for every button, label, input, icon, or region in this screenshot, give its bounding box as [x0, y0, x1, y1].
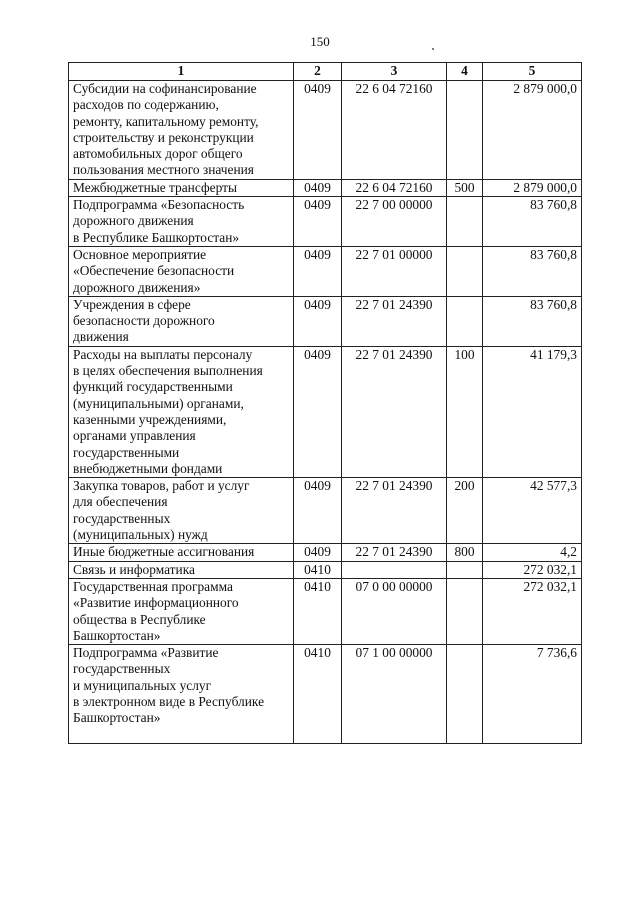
- row-section: 0409: [294, 296, 342, 346]
- row-expense-kind: 500: [447, 179, 483, 196]
- budget-table: [68, 62, 582, 744]
- table-row: [69, 561, 582, 578]
- row-amount: 4,2: [483, 544, 582, 561]
- row-expense-kind: [447, 645, 483, 744]
- table-row: [69, 645, 582, 744]
- header-col-1: 1: [69, 63, 294, 81]
- row-expense-kind: 200: [447, 478, 483, 544]
- row-amount: 2 879 000,0: [483, 81, 582, 180]
- row-code: 07 1 00 00000: [342, 645, 447, 744]
- row-section: 0409: [294, 246, 342, 296]
- page-number: 150: [310, 34, 330, 49]
- table-row: [69, 578, 582, 644]
- row-name: Учреждения в сфере безопасности дорожного движения: [69, 296, 294, 346]
- row-code: 22 7 01 24390: [342, 296, 447, 346]
- row-section: 0410: [294, 578, 342, 644]
- row-name: Основное мероприятие «Обеспечение безопасности дорожного движения»: [69, 246, 294, 296]
- scan-speck: [432, 48, 434, 50]
- row-amount: 83 760,8: [483, 246, 582, 296]
- row-code: 22 7 01 24390: [342, 346, 447, 477]
- row-amount: 42 577,3: [483, 478, 582, 544]
- table-header-row: [69, 63, 582, 81]
- table-row: [69, 296, 582, 346]
- row-name: Закупка товаров, работ и услуг для обеспечения государственных (муниципальных) нужд: [69, 478, 294, 544]
- row-section: 0410: [294, 645, 342, 744]
- row-code: 22 7 01 24390: [342, 478, 447, 544]
- row-section: 0409: [294, 346, 342, 477]
- row-name: Расходы на выплаты персоналу в целях обеспечения выполнения функций государственными (муниципальными) органами, казенными учреждениями, органами управления государственными внебюджетными фондами: [69, 346, 294, 477]
- header-col-5: 5: [483, 63, 582, 81]
- row-section: 0409: [294, 81, 342, 180]
- row-expense-kind: [447, 81, 483, 180]
- row-section: 0409: [294, 197, 342, 247]
- row-expense-kind: [447, 578, 483, 644]
- row-name: Государственная программа «Развитие информационного общества в Республике Башкортостан»: [69, 578, 294, 644]
- row-name: Субсидии на софинансирование расходов по содержанию, ремонту, капитальному ремонту, строительству и реконструкции автомобильных дорог общего пользования местного значения: [69, 81, 294, 180]
- table-row: [69, 246, 582, 296]
- row-code: 07 0 00 00000: [342, 578, 447, 644]
- row-amount: 2 879 000,0: [483, 179, 582, 196]
- row-section: 0410: [294, 561, 342, 578]
- table-row: [69, 179, 582, 196]
- table-row: [69, 346, 582, 477]
- row-expense-kind: 100: [447, 346, 483, 477]
- row-amount: 272 032,1: [483, 561, 582, 578]
- table-row: [69, 81, 582, 180]
- row-section: 0409: [294, 478, 342, 544]
- header-col-4: 4: [447, 63, 483, 81]
- row-expense-kind: [447, 561, 483, 578]
- row-expense-kind: [447, 246, 483, 296]
- row-expense-kind: [447, 296, 483, 346]
- row-amount: 7 736,6: [483, 645, 582, 744]
- row-code: [342, 561, 447, 578]
- row-name: Подпрограмма «Безопасность дорожного движения в Республике Башкортостан»: [69, 197, 294, 247]
- row-code: 22 6 04 72160: [342, 81, 447, 180]
- table-row: [69, 478, 582, 544]
- row-name: Межбюджетные трансферты: [69, 179, 294, 196]
- row-expense-kind: [447, 197, 483, 247]
- row-section: 0409: [294, 179, 342, 196]
- header-col-3: 3: [342, 63, 447, 81]
- row-name: Подпрограмма «Развитие государственных и муниципальных услуг в электронном виде в Республике Башкортостан»: [69, 645, 294, 744]
- row-code: 22 7 01 00000: [342, 246, 447, 296]
- row-amount: 83 760,8: [483, 296, 582, 346]
- table-row: [69, 197, 582, 247]
- row-section: 0409: [294, 544, 342, 561]
- row-expense-kind: 800: [447, 544, 483, 561]
- row-code: 22 7 01 24390: [342, 544, 447, 561]
- row-amount: 272 032,1: [483, 578, 582, 644]
- row-name: Связь и информатика: [69, 561, 294, 578]
- row-amount: 41 179,3: [483, 346, 582, 477]
- table-row: [69, 544, 582, 561]
- row-name: Иные бюджетные ассигнования: [69, 544, 294, 561]
- header-col-2: 2: [294, 63, 342, 81]
- row-code: 22 7 00 00000: [342, 197, 447, 247]
- row-code: 22 6 04 72160: [342, 179, 447, 196]
- row-amount: 83 760,8: [483, 197, 582, 247]
